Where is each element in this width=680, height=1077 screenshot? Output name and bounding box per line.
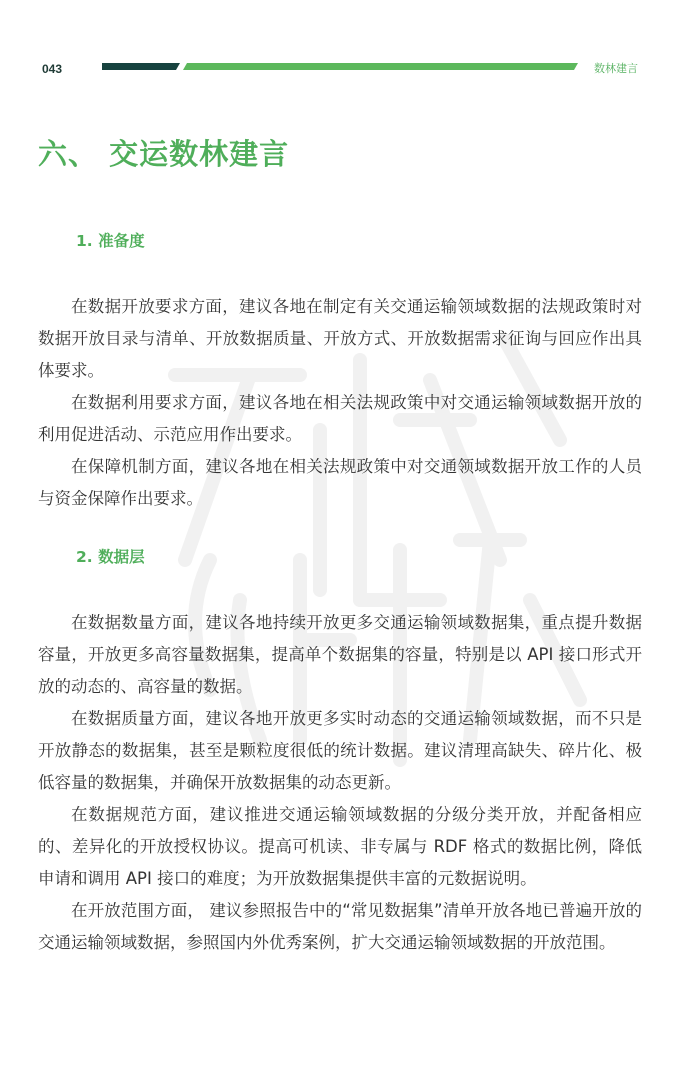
paragraph: 在数据数量方面，建议各地持续开放更多交通运输领域数据集，重点提升数据容量，开放更多高容量数据集，提高单个数据集的容量，特别是以 API 接口形式开放的动态的、高容量的数据。	[38, 613, 642, 696]
section-heading: 1. 准备度	[76, 232, 145, 250]
chapter-title: 六、 交运数林建言	[38, 137, 290, 171]
header-bar-green	[183, 63, 578, 70]
paragraph: 在开放范围方面， 建议参照报告中的“常见数据集”清单开放各地已普遍开放的交通运输领域数据，参照国内外优秀案例，扩大交通运输领域数据的开放范围。	[38, 901, 642, 952]
section-readiness	[38, 231, 642, 515]
header-rule	[0, 0, 680, 90]
section-heading: 2. 数据层	[76, 548, 145, 566]
running-head: 数林建言	[594, 62, 638, 75]
header-bar-dark	[102, 63, 180, 70]
page-number: 043	[42, 62, 63, 76]
section-data-layer	[38, 547, 642, 959]
paragraph: 在数据开放要求方面，建议各地在制定有关交通运输领域数据的法规政策时对数据开放目录与清单、开放数据质量、开放方式、开放数据需求征询与回应作出具体要求。	[38, 297, 642, 380]
paragraph: 在数据质量方面，建议各地开放更多实时动态的交通运输领域数据，而不只是开放静态的数据集，甚至是颗粒度很低的统计数据。建议清理高缺失、碎片化、极低容量的数据集，并确保开放数据集的动态更新。	[38, 709, 642, 792]
paragraph: 在保障机制方面，建议各地在相关法规政策中对交通领域数据开放工作的人员与资金保障作出要求。	[38, 457, 642, 508]
page-header	[0, 0, 680, 90]
paragraph: 在数据规范方面，建议推进交通运输领域数据的分级分类开放，并配备相应的、差异化的开放授权协议。提高可机读、非专属与 RDF 格式的数据比例，降低申请和调用 API 接口的难度；为开放数据集提供丰富的元数据说明。	[38, 805, 642, 888]
paragraph: 在数据利用要求方面，建议各地在相关法规政策中对交通运输领域数据开放的利用促进活动、示范应用作出要求。	[38, 393, 642, 444]
